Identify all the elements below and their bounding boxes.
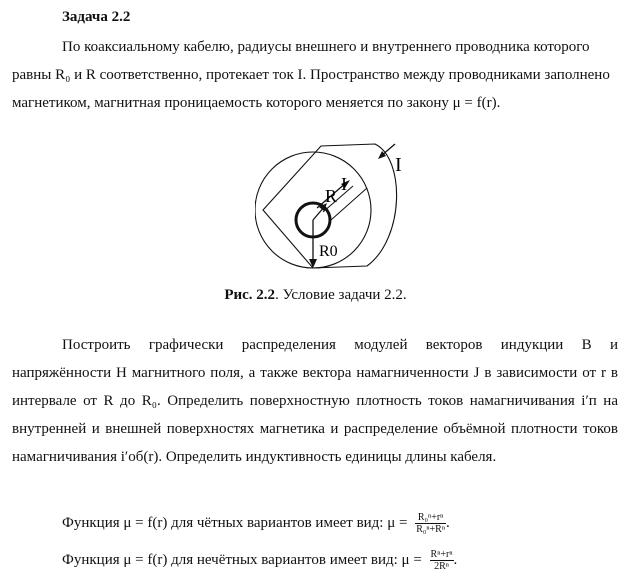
coax-cable-figure [255,138,425,278]
figure-caption [0,287,631,304]
even-function-line [62,512,450,535]
task-title: Задача 2.2 [62,9,131,25]
even-function-denominator: R₀ⁿ+Rⁿ [416,524,445,535]
task-statement: По коаксиальному кабелю, радиусы внешнего и внутреннего проводника которого равны R₀ и R соответственно, протекает ток I. Пространство между проводниками заполнено магнетиком, магнитная проницаемость которого меняется по закону μ = f(r). [12,39,610,111]
odd-function-numerator: Rⁿ+rⁿ [430,549,453,560]
even-function-fraction [415,512,446,535]
radius-r0-arrowhead [309,259,317,268]
figure-caption-label: Рис. 2.2 [224,287,276,303]
radius-r0-label: R0 [319,243,338,260]
odd-function-denominator: 2Rⁿ [434,561,449,572]
odd-function-end: . [453,551,458,568]
radius-r-label: R [325,186,338,206]
even-function-prefix: Функция μ = f(r) для чётных вариантов имеет вид: μ = [62,514,408,531]
assignment-text: Построить графически распределения модулей векторов индукции B и напряжённости H магнитного поля, а также вектора намагниченности J в зависимости от r в интервале от R до R₀. Определить поверхностную плотность токов намагничивания i′п на внутренней и внешней поверхностях магнетика и распределение объёмной плотности токов намагничивания i′об(r). Определить индуктивность единицы длины кабеля. [12,337,618,465]
even-function-numerator: R₀ⁿ+rⁿ [415,512,446,524]
odd-function-line [62,549,457,572]
outer-current-label: I [395,154,402,176]
odd-function-fraction [430,549,454,572]
even-function-end: . [446,514,450,531]
odd-function-prefix: Функция μ = f(r) для нечётных вариантов имеет вид: μ = [62,551,422,568]
inner-current-label: I [341,174,347,194]
figure-caption-text: . Условие задачи 2.2. [275,287,407,303]
